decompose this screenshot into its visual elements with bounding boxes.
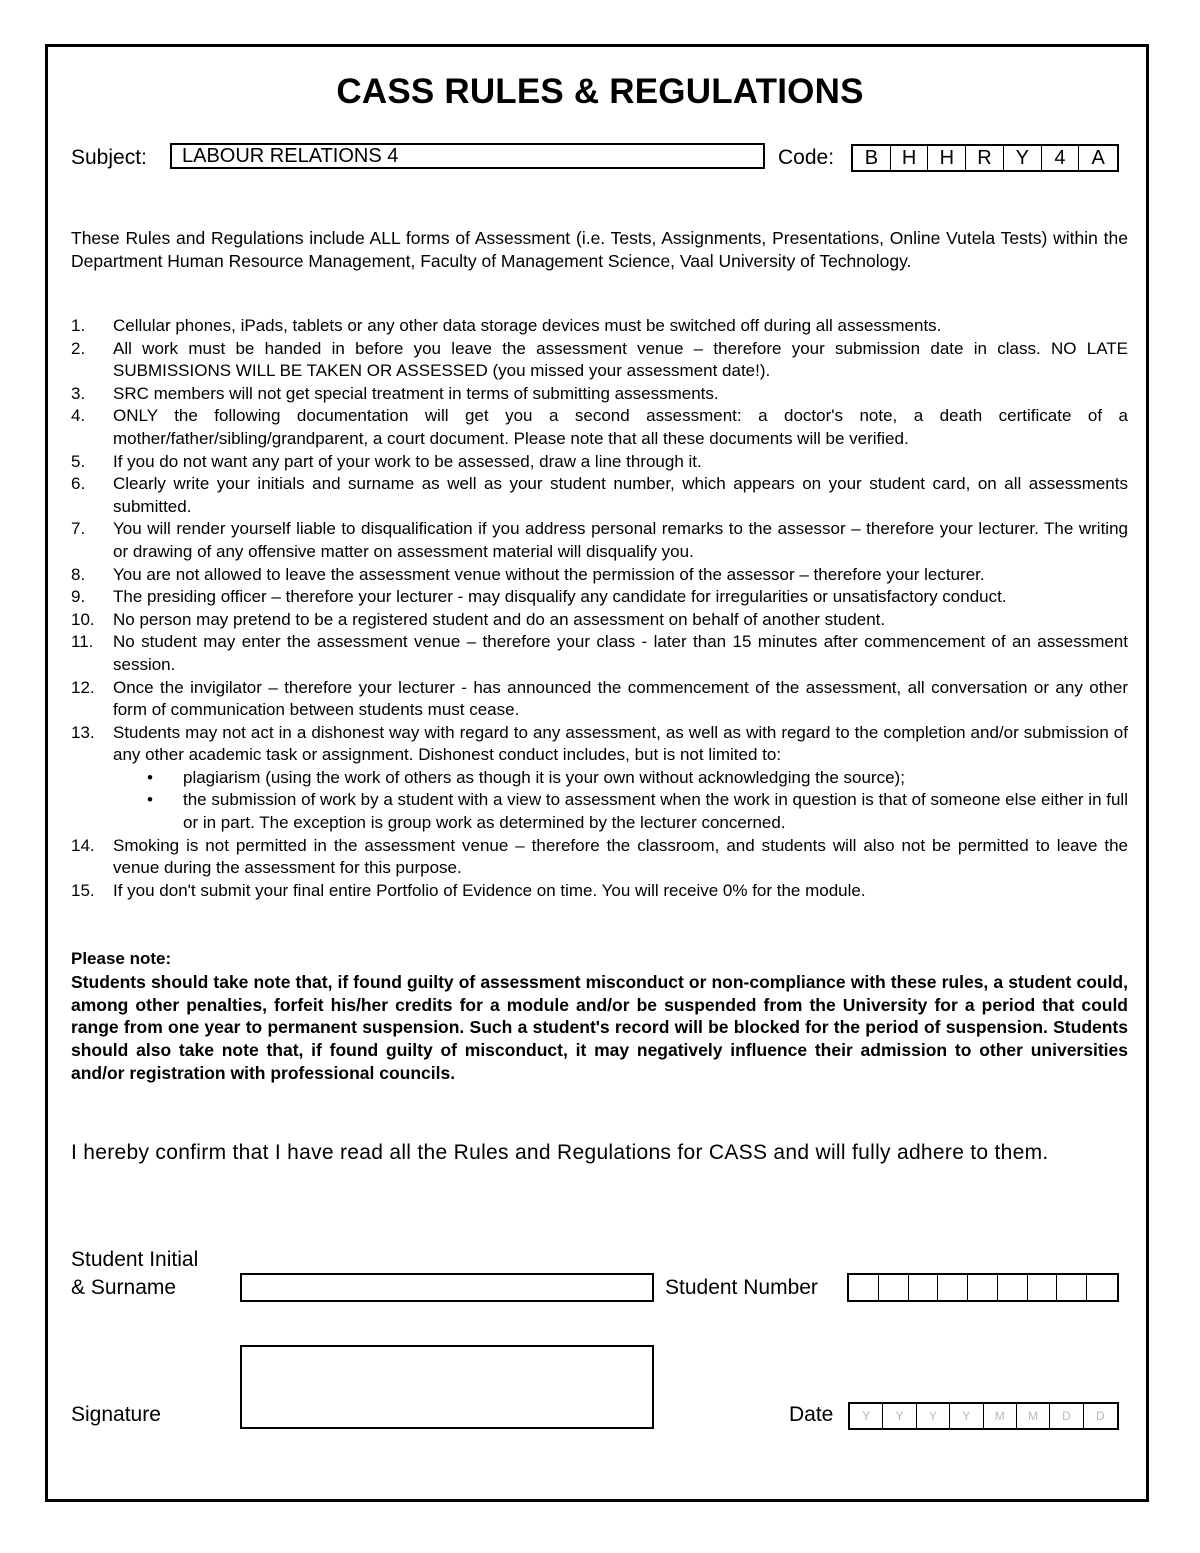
rule-text: You will render yourself liable to disqualification if you address personal remarks to the assessor – therefore your lecturer. The writing or drawing of any offensive matter on assessment material will disqualify you. [113, 519, 1128, 561]
date-month-box[interactable]: M [984, 1404, 1017, 1428]
confirmation-statement: I hereby confirm that I have read all the Rules and Regulations for CASS and will fully adhere to them. [71, 1141, 1049, 1164]
rule-number: 1. [71, 316, 86, 335]
student-number-digit-box[interactable] [849, 1275, 879, 1300]
student-number-digit-box[interactable] [879, 1275, 909, 1300]
rule-item [71, 722, 1128, 835]
signature-label: Signature [71, 1403, 161, 1426]
date-day-box[interactable]: D [1095, 1409, 1105, 1423]
date-year-box[interactable]: Y [917, 1404, 950, 1428]
subject-field[interactable]: LABOUR RELATIONS 4 [170, 143, 765, 169]
rule-item [71, 880, 1128, 903]
rule-text: The presiding officer – therefore your lecturer - may disqualify any candidate for irregularities or unsatisfactory conduct. [113, 587, 1007, 607]
rule-item [71, 473, 1128, 518]
student-number-digit-box[interactable] [1057, 1275, 1087, 1300]
code-char-box[interactable]: Y [1004, 146, 1042, 170]
rule-item [71, 383, 1128, 406]
bullet-item [113, 767, 1128, 790]
code-char-box[interactable]: B [853, 146, 891, 170]
intro-paragraph: These Rules and Regulations include ALL forms of Assessment (i.e. Tests, Assignments, Presentations, Online Vutela Tests) within the Department Human Resource Management, Faculty of Management Science, Vaal University of Technology. [71, 228, 1128, 271]
date-label: Date [789, 1403, 834, 1426]
rule-number: 9. [71, 587, 86, 607]
code-char-box[interactable]: A [1091, 147, 1105, 169]
bullet-icon: • [147, 767, 153, 787]
rule-item [71, 564, 1128, 587]
code-char-box[interactable]: R [966, 146, 1004, 170]
student-number-digit-box[interactable] [968, 1275, 998, 1300]
rule-text: You are not allowed to leave the assessment venue without the permission of the assessor – therefore your lecturer. [113, 564, 985, 584]
student-number-digit-box[interactable] [1028, 1275, 1058, 1300]
rule-item [71, 586, 1128, 609]
bullet-text: plagiarism (using the work of others as though it is your own without acknowledging the source); [183, 767, 905, 787]
bullet-text: the submission of work by a student with a view to assessment when the work in question is that of someone else either in full or in part. The exception is group work as determined by the lecturer concerned. [183, 790, 1128, 833]
rule-number: 2. [71, 338, 86, 358]
note-paragraph: Students should take note that, if found guilty of assessment misconduct or non-compliance with these rules, a student could, among other penalties, forfeit his/her credits for a module and/or be suspended from the University for a period that could range from one year to permanent suspension. Such a student's record will be blocked for the period of suspension. Students should also take note that, if found guilty of misconduct, it may negatively influence their admission to other universities and/or registration with professional councils. [71, 972, 1128, 1083]
rule-text: No person may pretend to be a registered student and do an assessment on behalf of another student. [113, 609, 886, 629]
rule-item [71, 451, 1128, 474]
student-number-boxes [847, 1273, 1119, 1302]
student-number-digit-box[interactable] [1087, 1275, 1117, 1300]
date-boxes [848, 1402, 1119, 1430]
rule-number: 15. [71, 880, 95, 900]
page-title: CASS RULES & REGULATIONS [336, 72, 864, 111]
rule-number: 8. [71, 564, 86, 584]
surname-label: & Surname [71, 1276, 177, 1299]
code-char-box[interactable]: H [928, 146, 966, 170]
code-boxes [851, 144, 1119, 172]
rule-text: Once the invigilator – therefore your lecturer - has announced the commencement of the assessment, all conversation or any other form of communication between students must cease. [113, 677, 1128, 720]
rules-list [71, 315, 1128, 902]
rule-number: 11. [71, 632, 94, 652]
subject-label: Subject: [71, 146, 147, 169]
note-heading: Please note: [71, 949, 172, 968]
rule-text: All work must be handed in before you leave the assessment venue – therefore your submission date in class. NO LATE SUBMISSIONS WILL BE TAKEN OR ASSESSED (you missed your assessment date!). [113, 338, 1128, 381]
code-char-box[interactable]: 4 [1042, 146, 1080, 170]
rule-text: No student may enter the assessment venue – therefore your class - later than 15 minutes after commencement of an assessment session. [113, 632, 1128, 674]
rule-text: ONLY the following documentation will get you a second assessment: a doctor's note, a death certificate of a mother/father/sibling/grandparent, a court document. Please note that all these documents will be verified. [113, 406, 1128, 448]
date-month-box[interactable]: M [1017, 1404, 1050, 1428]
rule-item [71, 835, 1128, 880]
student-number-label: Student Number [665, 1276, 818, 1299]
rule-item [71, 631, 1128, 676]
rule-number: 14. [71, 835, 95, 855]
rule-number: 6. [71, 474, 86, 494]
rule-item [71, 405, 1128, 450]
code-label: Code: [778, 146, 835, 169]
rule-text: Smoking is not permitted in the assessment venue – therefore the classroom, and students will also not be permitted to leave the venue during the assessment for this purpose. [113, 835, 1128, 878]
bullet-item [113, 789, 1128, 834]
student-number-digit-box[interactable] [938, 1275, 968, 1300]
date-day-box[interactable]: D [1050, 1404, 1083, 1428]
rule-number: 13. [71, 722, 95, 742]
student-name-field[interactable] [240, 1273, 654, 1302]
rule-number: 10. [71, 609, 95, 629]
student-number-digit-box[interactable] [998, 1275, 1028, 1300]
student-number-digit-box[interactable] [909, 1275, 939, 1300]
date-year-box[interactable]: Y [850, 1404, 883, 1428]
rule-text: Students may not act in a dishonest way with regard to any assessment, as well as with regard to the completion and/or submission of any other academic task or assignment. Dishonest conduct includes, but is not limited to: [113, 722, 1128, 765]
rule-item [71, 338, 1128, 383]
student-initial-label: Student Initial [71, 1248, 199, 1271]
rule-item [71, 518, 1128, 563]
signature-field[interactable] [240, 1345, 654, 1429]
date-year-box[interactable]: Y [950, 1404, 983, 1428]
rule-text: SRC members will not get special treatment in terms of submitting assessments. [113, 383, 719, 403]
code-char-box[interactable]: H [891, 146, 929, 170]
rule-number: 7. [71, 519, 86, 539]
rule-text: If you don't submit your final entire Portfolio of Evidence on time. You will receive 0% for the module. [113, 880, 866, 900]
rule-number: 4. [71, 406, 86, 426]
rule-text: Cellular phones, iPads, tablets or any other data storage devices must be switched off during all assessments. [113, 316, 942, 335]
rule-13-bullets [113, 767, 1128, 835]
date-year-box[interactable]: Y [883, 1404, 916, 1428]
rule-text: If you do not want any part of your work to be assessed, draw a line through it. [113, 451, 702, 471]
rule-number: 5. [71, 451, 86, 471]
rule-item [71, 677, 1128, 722]
rule-item [71, 315, 1128, 338]
bullet-icon: • [147, 790, 153, 810]
rule-item [71, 609, 1128, 632]
rule-text: Clearly write your initials and surname as well as your student number, which appears on your student card, on all assessments submitted. [113, 474, 1128, 516]
rule-number: 3. [71, 383, 86, 403]
rule-number: 12. [71, 677, 95, 697]
